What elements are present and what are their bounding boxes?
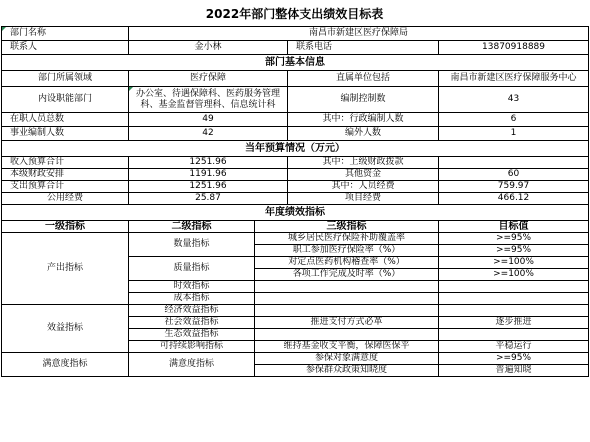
contact-value[interactable]: 金小林 [129, 41, 288, 55]
quantity-indicator: 数量指标 [129, 233, 255, 257]
cost-indicator: 成本指标 [129, 293, 255, 305]
indicator-fund-balance[interactable]: 维持基金收支平衡，保障医保平 [255, 341, 439, 353]
indicator-employee-insurance[interactable]: 职工参加医疗保险率（%） [255, 245, 439, 257]
expense-label: 支出预算合计 [2, 181, 129, 193]
project-label: 项目经费 [288, 193, 439, 205]
admin-label: 其中：行政编制人数 [288, 113, 439, 127]
col-level2: 二级指标 [129, 221, 255, 233]
field-value[interactable]: 医疗保障 [129, 71, 288, 87]
quality-indicator: 质量指标 [129, 257, 255, 281]
career-label: 事业编制人数 [2, 127, 129, 141]
eco-detail[interactable] [255, 329, 439, 341]
income-label: 收入预算合计 [2, 157, 129, 169]
field-label: 部门所属领域 [2, 71, 129, 87]
satisfaction-level1: 满意度指标 [2, 353, 129, 377]
target-inspection[interactable]: >=100% [439, 257, 589, 269]
target-ontime[interactable]: >=100% [439, 269, 589, 281]
target-insured-satisfaction[interactable]: >=95% [439, 353, 589, 365]
output-indicator: 产出指标 [2, 233, 129, 305]
other-funds-value[interactable]: 60 [439, 169, 589, 181]
admin-value[interactable]: 6 [439, 113, 589, 127]
satisfaction-level2: 满意度指标 [129, 353, 255, 377]
target-employee-insurance[interactable]: >=95% [439, 245, 589, 257]
career-value[interactable]: 42 [129, 127, 288, 141]
phone-label: 联系电话 [288, 41, 439, 55]
timeliness-detail[interactable] [255, 281, 439, 293]
duties-line-2: 科、基金监督管理科、信息统计科 [140, 99, 276, 110]
duties-line-1: 办公室、待遇保障科、医药服务管理 [135, 88, 280, 99]
duties-label: 内设职能部门 [2, 87, 129, 113]
expense-value[interactable]: 1251.96 [129, 181, 288, 193]
phone-value[interactable]: 13870918889 [439, 41, 589, 55]
local-value[interactable]: 1191.96 [129, 169, 288, 181]
superior-label: 其中：上级财政拨款 [288, 157, 439, 169]
budget-header: 当年预算情况（万元） [2, 141, 589, 157]
col-level1: 一级指标 [2, 221, 129, 233]
target-coverage[interactable]: >=95% [439, 233, 589, 245]
eco-indicator: 生态效益指标 [129, 329, 255, 341]
indicator-coverage[interactable]: 城乡居民医疗保险补助覆盖率 [255, 233, 439, 245]
dept-name-label: 部门名称 [2, 27, 129, 41]
target-policy-awareness[interactable]: 普遍知晓 [439, 365, 589, 377]
cost-target[interactable] [439, 293, 589, 305]
basic-info-header: 部门基本信息 [2, 55, 589, 71]
timeliness-indicator: 时效指标 [129, 281, 255, 293]
contact-label: 联系人 [2, 41, 129, 55]
income-value[interactable]: 1251.96 [129, 157, 288, 169]
target-payment-reform[interactable]: 逐步推进 [439, 317, 589, 329]
dept-name-value[interactable]: 南昌市新建区医疗保障局 [129, 27, 589, 41]
sub-unit-value[interactable]: 南昌市新建区医疗保障服务中心 [439, 71, 589, 87]
staff-value[interactable]: 49 [129, 113, 288, 127]
timeliness-target[interactable] [439, 281, 589, 293]
public-label: 公用经费 [2, 193, 129, 205]
col-level3: 三级指标 [255, 221, 439, 233]
target-fund-balance[interactable]: 平稳运行 [439, 341, 589, 353]
sub-unit-label: 直属单位包括 [288, 71, 439, 87]
personnel-value[interactable]: 759.97 [439, 181, 589, 193]
outside-value[interactable]: 1 [439, 127, 589, 141]
indicator-insured-satisfaction[interactable]: 参保对象满意度 [255, 353, 439, 365]
eco-target[interactable] [439, 329, 589, 341]
staff-label: 在职人员总数 [2, 113, 129, 127]
performance-table [1, 26, 589, 377]
cost-detail[interactable] [255, 293, 439, 305]
public-value[interactable]: 25.87 [129, 193, 288, 205]
indicator-payment-reform[interactable]: 推进支付方式必革 [255, 317, 439, 329]
outside-label: 编外人数 [288, 127, 439, 141]
local-label: 本级财政安排 [2, 169, 129, 181]
social-indicator: 社会效益指标 [129, 317, 255, 329]
duties-value[interactable] [129, 87, 288, 113]
personnel-label: 其中：人员经费 [288, 181, 439, 193]
project-value[interactable]: 466.12 [439, 193, 589, 205]
sustain-indicator: 可持续影响指标 [129, 341, 255, 353]
quota-value[interactable]: 43 [439, 87, 589, 113]
benefit-indicator: 效益指标 [2, 305, 129, 353]
other-funds-label: 其他资金 [288, 169, 439, 181]
indicator-ontime[interactable]: 各项工作完成及时率（%） [255, 269, 439, 281]
superior-value[interactable] [439, 157, 589, 169]
quota-label: 编制控制数 [288, 87, 439, 113]
sheet-title: 2022年部门整体支出绩效目标表 [205, 6, 384, 21]
economic-detail[interactable] [255, 305, 439, 317]
performance-header: 年度绩效指标 [2, 205, 589, 221]
indicator-inspection[interactable]: 对定点医药机构稽查率（%） [255, 257, 439, 269]
economic-indicator: 经济效益指标 [129, 305, 255, 317]
col-target: 目标值 [439, 221, 589, 233]
indicator-policy-awareness[interactable]: 参保群众政策知晓度 [255, 365, 439, 377]
economic-target[interactable] [439, 305, 589, 317]
